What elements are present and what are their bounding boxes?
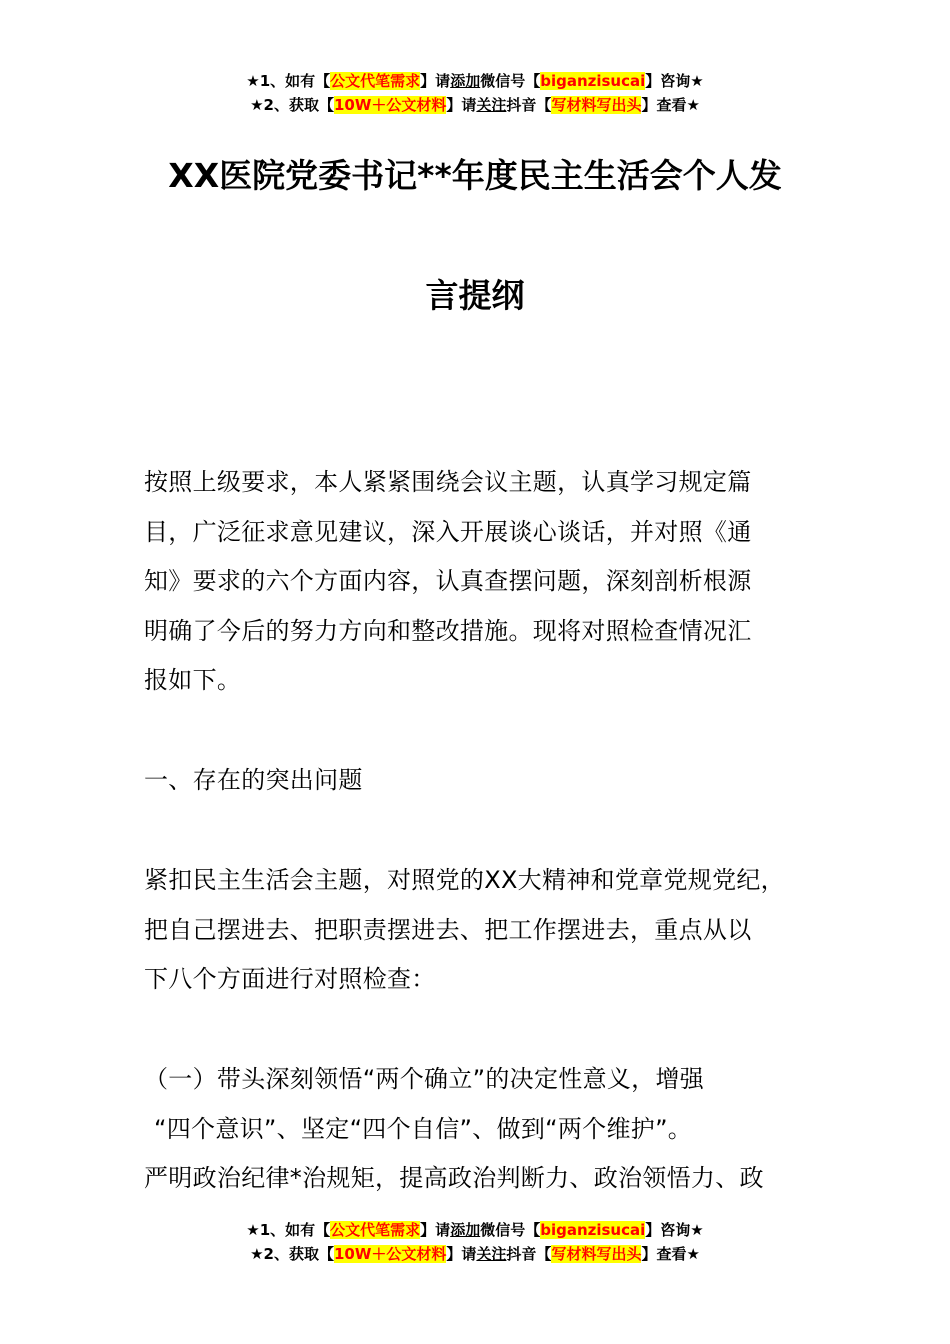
promo-highlight: 公文代笔需求 [330, 72, 421, 90]
promo-underlined: 关注 [476, 1245, 507, 1263]
promo-text: 微信号【 [480, 72, 541, 90]
section-heading: 一、存在的突出问题 [144, 766, 363, 794]
paragraph-line: 把自己摆进去、把职责摆进去、把工作摆进去，重点从以 [144, 915, 752, 944]
promo-text: 微信号【 [480, 1221, 541, 1239]
promo-text: 】请 [446, 96, 477, 114]
header-promo-banner [0, 69, 950, 117]
paragraph-line: 知》要求的六个方面内容，认真查摆问题，深刻剖析根源 [144, 567, 752, 595]
promo-highlight: 写材料写出头 [551, 96, 642, 114]
promo-highlight: biganzisucai [540, 1221, 646, 1239]
document-title-line-2: 言提纲 [425, 276, 525, 315]
promo-text: 】请 [420, 1221, 451, 1239]
promo-highlight: 公文代笔需求 [330, 1221, 421, 1239]
promo-text: 】请 [446, 1245, 477, 1263]
promo-text: 】咨询★ [645, 1221, 704, 1239]
promo-text: 】查看★ [641, 96, 700, 114]
promo-line-1 [0, 1218, 950, 1242]
promo-text: ★2、获取【 [250, 1245, 334, 1263]
section-paragraph [144, 856, 834, 1005]
paragraph-line: 目，广泛征求意见建议，深入开展谈心谈话，并对照《通 [144, 517, 752, 546]
footer-promo-banner [0, 1218, 950, 1266]
paragraph-line: 下八个方面进行对照检查： [144, 965, 436, 993]
paragraph-line: （一）带头深刻领悟“两个确立”的决定性意义，增强 [144, 1065, 705, 1093]
promo-highlight: biganzisucai [540, 72, 646, 90]
document-title-line-1: XX医院党委书记**年度民主生活会个人发 [168, 156, 782, 195]
paragraph-line: 报如下。 [144, 666, 242, 694]
promo-text: 抖音【 [506, 1245, 552, 1263]
paragraph-line: 紧扣民主生活会主题，对照党的XX大精神和党章党规党纪， [144, 866, 785, 894]
promo-text: 】请 [420, 72, 451, 90]
promo-highlight: 10W＋公文材料 [333, 1245, 447, 1263]
promo-line-1 [0, 69, 950, 93]
promo-line-2 [0, 1242, 950, 1266]
promo-underlined: 关注 [476, 96, 507, 114]
promo-highlight: 10W＋公文材料 [333, 96, 447, 114]
promo-underlined: 添加 [450, 72, 481, 90]
promo-text: ★1、如有【 [246, 1221, 331, 1239]
item-paragraph [144, 1055, 834, 1204]
promo-text: 】查看★ [641, 1245, 700, 1263]
intro-paragraph [144, 458, 834, 706]
paragraph-line: 明确了今后的努力方向和整改措施。现将对照检查情况汇 [144, 616, 752, 645]
promo-text: 抖音【 [506, 96, 552, 114]
promo-text: ★1、如有【 [246, 72, 331, 90]
promo-text: ★2、获取【 [250, 96, 334, 114]
paragraph-line: 严明政治纪律*治规矩，提高政治判断力、政治领悟力、政 [144, 1164, 764, 1192]
promo-line-2 [0, 93, 950, 117]
promo-highlight: 写材料写出头 [551, 1245, 642, 1263]
promo-text: 】咨询★ [645, 72, 704, 90]
paragraph-line: 按照上级要求，本人紧紧围绕会议主题，认真学习规定篇 [144, 468, 752, 496]
paragraph-line: “四个意识”、坚定“四个自信”、做到“两个维护”。 [154, 1114, 693, 1143]
promo-underlined: 添加 [450, 1221, 481, 1239]
